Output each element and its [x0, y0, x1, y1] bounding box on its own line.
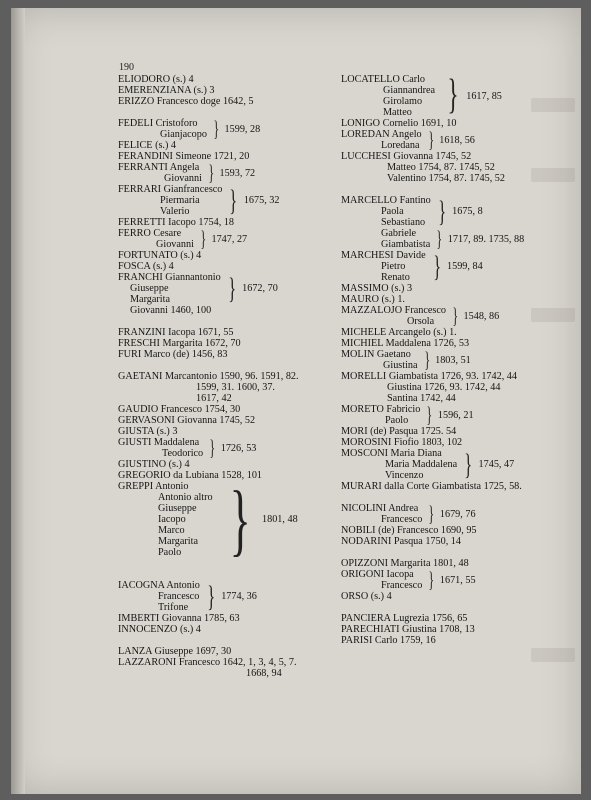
index-group [341, 569, 576, 591]
index-group [118, 272, 348, 305]
index-entry: Santina 1742, 44 [387, 393, 456, 404]
index-entry: OPIZZONI Margarita 1801, 48 [341, 558, 469, 569]
bleed-through [531, 648, 575, 662]
entry-sub: Francesco [381, 514, 423, 525]
entry-head: MOSCONI Maria Diana [341, 448, 442, 459]
entry-head: FERRARI Gianfrancesco [118, 184, 223, 195]
entry-sub: Giuseppe [130, 283, 169, 294]
brace: } [209, 435, 216, 461]
entry-head: FRANCHI Giannantonio [118, 272, 221, 283]
entry-ref: 1675, 32 [243, 195, 280, 206]
index-entry: FORTUNATO (s.) 4 [118, 250, 202, 261]
index-entry: PANCIERA Lugrezia 1756, 65 [341, 613, 468, 624]
entry-sub: Matteo [383, 107, 412, 118]
index-entry: MOROSINI Fiofio 1803, 102 [341, 437, 463, 448]
entry-sub: Marco [158, 525, 185, 536]
entry-sub: Girolamo [383, 96, 423, 107]
entry-ref: 1593, 72 [219, 167, 256, 179]
entry-sub: Paola [381, 206, 404, 217]
brace: } [229, 475, 251, 564]
index-entry: MAURO (s.) 1. [341, 294, 405, 305]
index-entry: LUCCHESI Giovanna 1745, 52 [341, 151, 472, 162]
entry-ref: 1671, 55 [439, 574, 476, 586]
index-entry: GIUSTA (s.) 3 [118, 426, 178, 437]
entry-ref: 1801, 48 [262, 514, 298, 525]
entry-ref: 1672, 70 [242, 283, 278, 294]
entry-head: IACOGNA Antonio [118, 580, 200, 591]
index-entry: FRANZINI Iacopa 1671, 55 [118, 327, 234, 338]
index-entry: NODARINI Pasqua 1750, 14 [341, 536, 461, 547]
index-entry: ORSO (s.) 4 [341, 591, 392, 602]
entry-sub: Antonio altro [158, 492, 213, 503]
entry-sub: Paolo [158, 547, 182, 558]
brace: } [229, 183, 238, 217]
brace: } [207, 579, 215, 613]
entry-sub: Francesco [158, 591, 200, 602]
entry-sub: Paolo [385, 415, 409, 426]
index-entry: Giustina 1726, 93. 1742, 44 [387, 382, 501, 393]
entry-sub: Sebastiano [381, 217, 426, 228]
brace: } [428, 127, 434, 153]
entry-ref: 1717, 89. 1735, 88 [447, 233, 525, 245]
entry-ref: 1745, 47 [478, 459, 515, 470]
index-entry: MICHIEL Maddalena 1726, 53 [341, 338, 470, 349]
index-group [341, 129, 576, 151]
index-entry: GREGORIO da Lubiana 1528, 101 [118, 470, 263, 481]
index-entry: LANZA Giuseppe 1697, 30 [118, 646, 232, 657]
entry-head: LOREDAN Angelo [341, 129, 422, 140]
index-entry: LONIGO Cornelio 1691, 10 [341, 118, 457, 129]
index-entry: GAUDIO Francesco 1754, 30 [118, 404, 241, 415]
index-entry: PARECHIATI Giustina 1708, 13 [341, 624, 475, 635]
entry-sub: Renato [381, 272, 410, 283]
index-group [341, 448, 576, 481]
brace: } [423, 347, 430, 373]
entry-sub: Francesco [381, 580, 423, 591]
index-group [341, 503, 576, 525]
index-entry: FELICE (s.) 4 [118, 140, 177, 151]
index-entry: IMBERTI Giovanna 1785, 63 [118, 613, 240, 624]
entry-sub: Loredana [381, 140, 420, 151]
brace: } [447, 72, 459, 119]
entry-ref: 1747, 27 [211, 233, 248, 245]
brace: } [428, 501, 435, 527]
entry-sub: Maria Maddalena [385, 459, 458, 470]
entry-head: FEDELI Cristoforo [118, 118, 198, 129]
entry-head: FERRANTI Angela [118, 162, 200, 173]
entry-sub: Giovanni [156, 239, 194, 250]
index-entry-cont: 1668, 94 [246, 668, 282, 679]
index-entry: FOSCA (s.) 4 [118, 261, 174, 272]
index-entry: MORI (de) Pasqua 1725. 54 [341, 426, 457, 437]
entry-sub: Gabriele [381, 228, 417, 239]
index-entry: ERIZZO Francesco doge 1642, 5 [118, 96, 254, 107]
page-number: 190 [119, 62, 134, 73]
index-group [341, 195, 576, 228]
entry-head: MAZZALOJO Francesco [341, 305, 446, 316]
index-column-right [341, 74, 576, 646]
index-entry: LAZZARONI Francesco 1642, 1, 3, 4, 5, 7. [118, 657, 297, 668]
entry-head: GREPPI Antonio [118, 481, 189, 492]
index-entry: FRESCHI Margarita 1672, 70 [118, 338, 241, 349]
entry-head: MORETO Fabricio [341, 404, 421, 415]
entry-sub: Giambatista [381, 239, 431, 250]
entry-sub: Giustina [383, 360, 418, 371]
index-entry: GIUSTINO (s.) 4 [118, 459, 190, 470]
index-entry: MICHELE Arcangelo (s.) 1. [341, 327, 457, 338]
brace: } [213, 116, 220, 142]
index-entry: MURARI dalla Corte Giambatista 1725, 58. [341, 481, 522, 492]
index-entry: GERVASONI Giovanna 1745, 52 [118, 415, 256, 426]
index-group [341, 228, 576, 250]
index-entry: GAETANI Marcantonio 1590, 96. 1591, 82. [118, 371, 299, 382]
brace: } [426, 402, 433, 428]
entry-sub: Trifone [158, 602, 189, 613]
entry-ref: 1679, 76 [439, 508, 476, 520]
index-entry: MORELLI Giambatista 1726, 93. 1742, 44 [341, 371, 517, 382]
index-entry: INNOCENZO (s.) 4 [118, 624, 201, 635]
index-entry-cont: 1617, 42 [196, 393, 232, 404]
index-entry: PARISI Carlo 1759, 16 [341, 635, 436, 646]
index-group [341, 305, 576, 327]
index-entry: FERRETTI Iacopo 1754, 18 [118, 217, 235, 228]
entry-sub: Teodorico [162, 448, 204, 459]
entry-head: ORIGONI Iacopa [341, 569, 414, 580]
entry-head: MOLIN Gaetano [341, 349, 411, 360]
entry-ref: 1548, 86 [463, 310, 500, 322]
index-group [118, 580, 348, 613]
entry-sub: Pietro [381, 261, 406, 272]
page [11, 8, 581, 794]
entry-sub: Margarita [130, 294, 170, 305]
entry-ref: 1596, 21 [437, 409, 474, 421]
page-gutter [11, 8, 25, 794]
brace: } [227, 271, 236, 305]
brace: } [452, 303, 459, 329]
index-entry: EMERENZIANA (s.) 3 [118, 85, 215, 96]
entry-sub: Giannandrea [383, 85, 436, 96]
entry-head: FERRO Cesare [118, 228, 182, 239]
index-entry: Giovanni 1460, 100 [130, 305, 212, 316]
entry-sub: Giuseppe [158, 503, 197, 514]
index-entry: FURI Marco (de) 1456, 83 [118, 349, 228, 360]
brace: } [200, 226, 207, 252]
brace: } [464, 447, 473, 481]
index-entry: Matteo 1754, 87. 1745, 52 [387, 162, 495, 173]
entry-sub: Orsola [407, 316, 435, 327]
entry-sub: Piermaria [160, 195, 200, 206]
entry-sub: Valerio [160, 206, 190, 217]
index-entry: Valentino 1754, 87. 1745, 52 [387, 173, 505, 184]
index-entry: NOBILI (de) Francesco 1690, 95 [341, 525, 477, 536]
entry-ref: 1675, 8 [452, 206, 483, 217]
brace: } [432, 249, 441, 283]
entry-head: NICOLINI Andrea [341, 503, 419, 514]
brace: } [208, 160, 215, 186]
entry-ref: 1726, 53 [220, 442, 257, 454]
entry-head: MARCHESI Davide [341, 250, 426, 261]
entry-ref: 1618, 56 [439, 134, 475, 146]
index-entry: FERANDINI Simeone 1721, 20 [118, 151, 250, 162]
entry-ref: 1803, 51 [435, 354, 471, 366]
index-group [341, 349, 576, 371]
entry-sub: Giovanni [164, 173, 202, 184]
entry-sub: Vincenzo [385, 470, 424, 481]
index-group [118, 184, 348, 217]
index-group [118, 228, 348, 250]
entry-head: MARCELLO Fantino [341, 195, 431, 206]
index-group [118, 437, 348, 459]
index-entry: ELIODORO (s.) 4 [118, 74, 194, 85]
entry-ref: 1599, 84 [447, 261, 483, 272]
index-group [341, 250, 576, 283]
entry-sub: Gianjacopo [160, 129, 207, 140]
brace: } [436, 226, 443, 252]
entry-head: LOCATELLO Carlo [341, 74, 426, 85]
index-group [118, 118, 348, 140]
brace: } [437, 194, 446, 228]
brace: } [428, 567, 435, 593]
index-entry: MASSIMO (s.) 3 [341, 283, 413, 294]
entry-head: GIUSTI Maddalena [118, 437, 200, 448]
index-entry-cont: 1599, 31. 1600, 37. [196, 382, 275, 393]
entry-sub: Margarita [158, 536, 198, 547]
entry-ref: 1599, 28 [224, 123, 261, 135]
index-group [118, 162, 348, 184]
index-group [341, 74, 576, 118]
entry-ref: 1774, 36 [221, 591, 257, 602]
index-group [341, 404, 576, 426]
index-column-left [118, 74, 348, 679]
entry-sub: Iacopo [158, 514, 186, 525]
entry-ref: 1617, 85 [466, 90, 502, 102]
